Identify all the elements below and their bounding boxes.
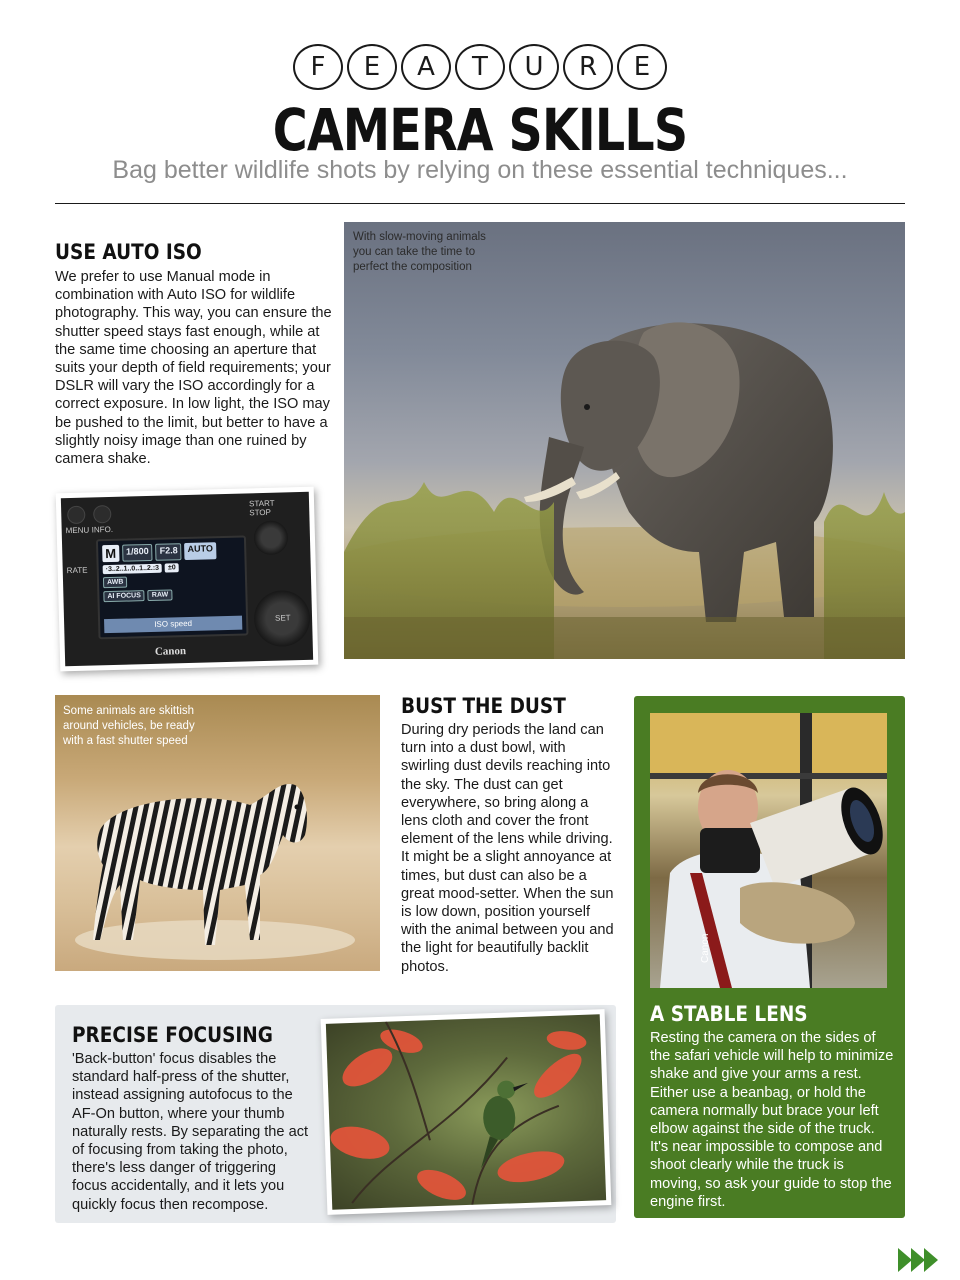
info-button-icon [93, 505, 111, 523]
sunbird-image [326, 1014, 606, 1209]
next-page-arrows-icon[interactable] [899, 1248, 938, 1272]
camera-lcd [96, 535, 249, 639]
start-stop-label: START STOP [248, 498, 275, 518]
arrow-icon [924, 1248, 938, 1272]
precise-focusing-section [72, 1023, 312, 1214]
camera-screen-photo [56, 487, 319, 672]
sunbird-illustration [326, 1014, 606, 1209]
kicker-letter: A [401, 44, 451, 90]
shutter-value: 1/800 [122, 544, 153, 562]
menu-button-label: MENU [65, 525, 90, 536]
camera-brand: Canon [154, 645, 187, 658]
stable-lens-body: Resting the camera on the sides of the safari vehicle will help to minimize shake and give your arms a rest. Either use a beanbag, or hold the camera normally but brace your left elbow against the side of the truck. It's near impossible to compose and shoot clearly while the truck is moving, so ask your guide to stop the engine first. [650, 1030, 894, 1210]
aperture-value: F2.8 [155, 543, 181, 561]
af-mode: AI FOCUS [103, 590, 145, 602]
auto-iso-heading: USE AUTO ISO [55, 240, 202, 264]
kicker-letter: E [347, 44, 397, 90]
stable-lens-box [634, 696, 905, 1218]
control-dial-icon [254, 520, 289, 555]
zebra-caption: Some animals are skittish around vehicles, be ready with a fast shutter speed [63, 705, 195, 747]
camera-back [61, 492, 313, 666]
kicker-letter: E [617, 44, 667, 90]
stable-lens-heading: A STABLE LENS [650, 1002, 808, 1026]
elephant-caption: With slow-moving animals you can take the time to perfect the composition [353, 231, 486, 273]
stable-lens-section [650, 1002, 895, 1211]
zebra-photo [55, 695, 380, 971]
photographer-illustration [650, 713, 887, 988]
white-balance: AWB [103, 577, 128, 589]
set-button-label: SET [274, 613, 291, 623]
raw-quality: RAW [148, 589, 173, 601]
page-subtitle: Bag better wildlife shots by relying on these essential techniques... [112, 156, 848, 184]
menu-button-icon [67, 506, 85, 524]
exposure-comp: ±0 [165, 563, 179, 572]
strap-label: Canon [700, 933, 711, 963]
header-divider [55, 203, 905, 204]
arrow-icon [898, 1248, 912, 1272]
sunbird-photo [321, 1009, 612, 1215]
bust-dust-section [401, 694, 616, 976]
photographer-photo [650, 713, 887, 988]
info-button-label: INFO. [91, 524, 114, 535]
bust-dust-heading: BUST THE DUST [401, 694, 566, 718]
page-title: CAMERA SKILLS [272, 96, 688, 164]
auto-iso-section [55, 240, 335, 468]
elephant-photo [344, 222, 905, 659]
kicker-letter: F [293, 44, 343, 90]
precise-focusing-body: 'Back-button' focus disables the standard half-press of the shutter, instead assigning autofocus to the AF-On button, where your thumb naturally rests. By separating the act of focusing from taking the photo, there's less danger of triggering focus accidentally, and it lets you quickly focus then recompose. [72, 1051, 309, 1213]
elephant-illustration [344, 222, 905, 659]
exposure-scale: ·3..2..1..0..1..2.:3 [103, 564, 163, 575]
iso-value: AUTO [184, 542, 216, 560]
precise-focusing-heading: PRECISE FOCUSING [72, 1023, 273, 1047]
arrow-icon [911, 1248, 925, 1272]
rate-button-label: RATE [66, 565, 88, 576]
kicker-letter: U [509, 44, 559, 90]
mode-value: M [102, 545, 119, 562]
kicker-letter: R [563, 44, 613, 90]
feature-kicker [0, 44, 960, 90]
bust-dust-body: During dry periods the land can turn into a dust bowl, with swirling dust devils reaching into the sky. The dust can get everywhere, so bring along a lens cloth and cover the front element of the lens while driving. It might be a slight annoyance at times, but dust can also be a great mood-setter. When the sun is low down, position yourself with the animal between you and the light for beautifully backlit photos. [401, 722, 614, 975]
kicker-letter: T [455, 44, 505, 90]
iso-speed-bar: ISO speed [104, 616, 242, 634]
auto-iso-body: We prefer to use Manual mode in combination with Auto ISO for wildlife photography. This way, you can ensure the shutter speed stays fast enough, while at the same time choosing an aperture that suits your depth of field requirements; your DSLR will vary the ISO accordingly for a correct exposure. In low light, the ISO may be pushed to the limit, but better to have a slightly noisy image than one ruined by camera shake. [55, 269, 332, 468]
